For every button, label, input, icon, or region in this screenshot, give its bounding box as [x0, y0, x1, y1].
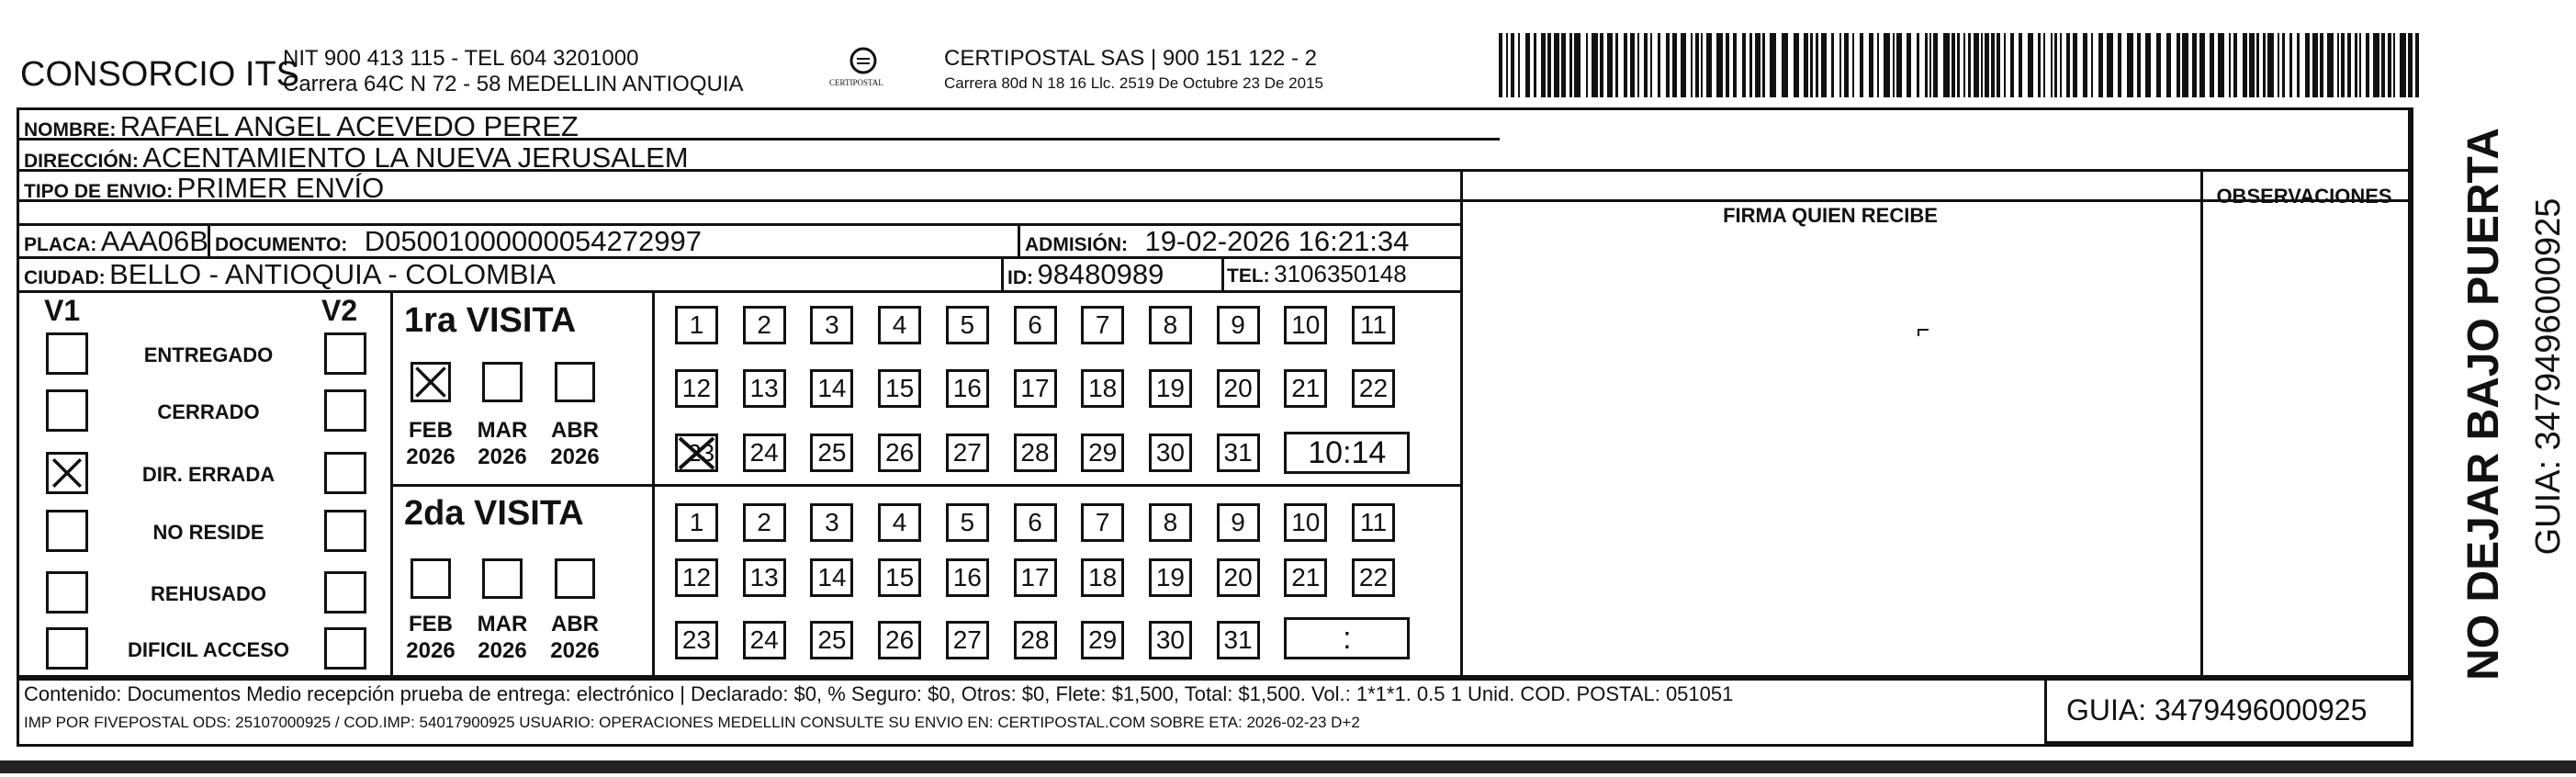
v1-checkbox-4[interactable] [46, 571, 88, 614]
placa-row [24, 227, 208, 255]
month-year: 2026 [406, 444, 456, 469]
v2-checkbox-5[interactable] [324, 627, 366, 670]
documento-value: D05001000000054272997 [364, 225, 702, 257]
first-visit-day-box[interactable]: 2 [743, 306, 786, 344]
first-visit-day-box[interactable]: 24 [743, 434, 786, 472]
first-visit-day-box[interactable]: 10 [1284, 306, 1327, 344]
tel-label: TEL: [1227, 265, 1270, 287]
first-visit-month-box-1[interactable] [482, 362, 523, 402]
first-visit-day-box[interactable]: 1 [675, 306, 718, 344]
second-visit-day-box[interactable]: 9 [1217, 503, 1260, 542]
second-visit-day-box[interactable]: 14 [810, 558, 853, 597]
first-visit-day-box[interactable]: 4 [878, 306, 921, 344]
guia-box-text: GUIA: 3479496000925 [2066, 693, 2368, 726]
first-visit-day-box[interactable]: 28 [1014, 434, 1057, 472]
first-visit-day-box[interactable]: 26 [878, 434, 921, 472]
admision-label: ADMISIÓN: [1025, 234, 1128, 255]
side-big-text: NO DEJAR BAJO PUERTA [2459, 128, 2508, 681]
second-visit-month-label-2 [543, 612, 607, 665]
second-visit-day-box[interactable]: 21 [1284, 558, 1327, 597]
first-visit-month-box-0[interactable] [411, 362, 451, 402]
v2-checkbox-4[interactable] [324, 571, 366, 614]
id-label: ID: [1007, 267, 1033, 288]
direccion-value: ACENTAMIENTO LA NUEVA JERUSALEM [142, 141, 689, 174]
first-visit-day-box[interactable]: 18 [1081, 369, 1124, 408]
certipostal-logo [822, 44, 905, 99]
second-visit-day-box[interactable]: 11 [1352, 503, 1395, 542]
ciudad-value: BELLO - ANTIOQUIA - COLOMBIA [109, 258, 556, 290]
tel-row [1227, 262, 1407, 286]
second-visit-day-box[interactable]: 28 [1014, 621, 1057, 659]
certipostal-line1: CERTIPOSTAL SAS | 900 151 122 - 2 [944, 46, 1317, 71]
v2-label: V2 [321, 294, 358, 327]
v1-label: V1 [44, 294, 81, 327]
placa-value: AAA06B [100, 225, 208, 257]
second-visit-month-box-2[interactable] [555, 558, 595, 599]
second-visit-day-box[interactable]: 16 [946, 558, 989, 597]
first-visit-day-box[interactable]: 17 [1014, 369, 1057, 408]
logo-text: CERTIPOSTAL [829, 78, 883, 87]
second-visit-day-box[interactable]: 1 [675, 503, 718, 542]
second-visit-day-box[interactable]: 31 [1217, 621, 1260, 659]
second-visit-day-box[interactable]: 3 [810, 503, 853, 542]
second-visit-day-box[interactable]: 18 [1081, 558, 1124, 597]
signature-mark [1918, 329, 1929, 336]
second-visit-month-box-0[interactable] [411, 558, 451, 599]
month-year: 2026 [550, 637, 600, 663]
side-guia-text: GUIA: 3479496000925 [2529, 197, 2568, 556]
address-line: Carrera 64C N 72 - 58 MEDELLIN ANTIOQUIA [283, 72, 744, 96]
nombre-row [24, 112, 579, 141]
second-visit-day-box[interactable]: 27 [946, 621, 989, 659]
status-label: CERRADO [157, 400, 260, 423]
nombre-value: RAFAEL ANGEL ACEVEDO PEREZ [119, 110, 579, 142]
status-label: DIFICIL ACCESO [127, 638, 289, 661]
second-visit-time-box[interactable]: : [1284, 617, 1410, 659]
second-visit-day-box[interactable]: 8 [1149, 503, 1192, 542]
admision-value: 19-02-2026 16:21:34 [1144, 225, 1410, 257]
first-visit-day-box[interactable]: 21 [1284, 369, 1327, 408]
month-year: 2026 [406, 637, 456, 663]
second-visit-day-box[interactable]: 19 [1149, 558, 1192, 597]
status-label: REHUSADO [151, 582, 266, 605]
first-visit-time-box[interactable]: 10:14 [1284, 432, 1410, 474]
second-visit-day-box[interactable]: 26 [878, 621, 921, 659]
certipostal-line2: Carrera 80d N 18 16 Llc. 2519 De Octubre 23 De 2015 [944, 74, 1323, 92]
month-name: ABR [551, 418, 599, 443]
first-visit-day-box[interactable]: 14 [810, 369, 853, 408]
first-visit-day-box[interactable]: 25 [810, 434, 853, 472]
first-visit-day-box[interactable]: 5 [946, 306, 989, 344]
scan-edge [0, 760, 2576, 773]
first-visit-month-label-1 [470, 418, 534, 471]
first-visit-day-box[interactable]: 30 [1149, 434, 1192, 472]
tel-value: 3106350148 [1274, 260, 1407, 287]
month-name: MAR [477, 612, 528, 636]
barcode [1499, 33, 2422, 97]
cross-mark-icon [49, 455, 85, 491]
second-visit-day-box[interactable]: 7 [1081, 503, 1124, 542]
status-label: DIR. ERRADA [141, 463, 276, 486]
admision-row [1025, 227, 1409, 255]
first-visit-month-label-0 [399, 418, 463, 471]
first-visit-day-box[interactable]: 7 [1081, 306, 1124, 344]
second-visit-title: 2da VISITA [404, 494, 584, 533]
first-visit-day-box[interactable]: 29 [1081, 434, 1124, 472]
first-visit-month-box-2[interactable] [555, 362, 595, 402]
second-visit-day-box[interactable]: 17 [1014, 558, 1057, 597]
documento-label: DOCUMENTO: [215, 234, 348, 255]
first-visit-day-box[interactable]: 3 [810, 306, 853, 344]
second-visit-day-box[interactable]: 2 [743, 503, 786, 542]
month-year: 2026 [478, 444, 527, 469]
month-name: FEB [409, 612, 453, 636]
second-visit-day-box[interactable]: 5 [946, 503, 989, 542]
cross-mark-icon [675, 434, 718, 472]
month-name: ABR [551, 612, 599, 636]
first-visit-month-label-2 [543, 418, 607, 471]
footer-line2: IMP POR FIVEPOSTAL ODS: 25107000925 / COD.IMP: 54017900925 USUARIO: OPERACIONES MEDELLIN CONSULTE SU ENVIO EN: CERTIPOSTAL.COM SOBRE ETA: 2026-02-23 D+2 [24, 714, 1360, 731]
first-visit-day-box[interactable]: 15 [878, 369, 921, 408]
second-visit-month-label-1 [470, 612, 534, 665]
cross-mark-icon [413, 365, 448, 400]
month-year: 2026 [550, 444, 600, 469]
second-visit-day-box[interactable]: 29 [1081, 621, 1124, 659]
id-value: 98480989 [1037, 258, 1164, 290]
placa-label: PLACA: [24, 234, 97, 255]
second-visit-month-label-0 [399, 612, 463, 665]
first-visit-day-box[interactable]: 6 [1014, 306, 1057, 344]
v2-checkbox-1[interactable] [324, 389, 366, 432]
first-visit-day-box[interactable]: 13 [743, 369, 786, 408]
first-visit-day-box[interactable]: 16 [946, 369, 989, 408]
tipo-value: PRIMER ENVÍO [176, 172, 385, 204]
direccion-label: DIRECCIÓN: [24, 151, 139, 172]
second-visit-day-box[interactable]: 22 [1352, 558, 1395, 597]
first-visit-day-box[interactable]: 20 [1217, 369, 1260, 408]
second-visit-day-box[interactable]: 30 [1149, 621, 1192, 659]
direccion-row [24, 143, 689, 172]
firma-header: FIRMA QUIEN RECIBE [1723, 204, 1938, 227]
second-visit-day-box[interactable]: 24 [743, 621, 786, 659]
tipo-row [24, 174, 384, 202]
second-visit-day-box[interactable]: 23 [675, 621, 718, 659]
second-visit-month-box-1[interactable] [482, 558, 523, 599]
v1-checkbox-0[interactable] [46, 332, 88, 375]
first-visit-day-box[interactable]: 12 [675, 369, 718, 408]
first-visit-day-box[interactable]: 19 [1149, 369, 1192, 408]
status-label: NO RESIDE [152, 521, 264, 544]
documento-row [215, 227, 702, 255]
first-visit-day-box[interactable]: 22 [1352, 369, 1395, 408]
v1-checkbox-1[interactable] [46, 389, 88, 432]
v2-checkbox-3[interactable] [324, 510, 366, 552]
v1-checkbox-3[interactable] [46, 510, 88, 552]
first-visit-day-box[interactable]: 27 [946, 434, 989, 472]
second-visit-day-box[interactable]: 6 [1014, 503, 1057, 542]
first-visit-day-box[interactable]: 8 [1149, 306, 1192, 344]
observaciones-header: OBSERVACIONES [2216, 185, 2392, 208]
second-visit-day-box[interactable]: 25 [810, 621, 853, 659]
first-visit-title: 1ra VISITA [404, 301, 577, 340]
second-visit-day-box[interactable]: 13 [743, 558, 786, 597]
second-visit-day-box[interactable]: 12 [675, 558, 718, 597]
status-label: ENTREGADO [143, 343, 274, 366]
month-name: FEB [409, 418, 453, 443]
first-visit-day-box[interactable]: 9 [1217, 306, 1260, 344]
v2-checkbox-0[interactable] [324, 332, 366, 375]
footer-line1: Contenido: Documentos Medio recepción prueba de entrega: electrónico | Declarado: $0, % Seguro: $0, Otros: $0, Flete: $1,500, Total: $1,500. Vol.: 1*1*1. 0.5 1 Unid. COD. POSTAL: 051051 [24, 682, 1734, 705]
certipostal-logo-icon [822, 44, 905, 99]
second-visit-day-box[interactable]: 4 [878, 503, 921, 542]
month-name: MAR [477, 418, 528, 443]
first-visit-day-box[interactable]: 31 [1217, 434, 1260, 472]
nit-line: NIT 900 413 115 - TEL 604 3201000 [283, 46, 639, 71]
second-visit-day-box[interactable]: 15 [878, 558, 921, 597]
second-visit-day-box[interactable]: 10 [1284, 503, 1327, 542]
month-year: 2026 [478, 637, 527, 663]
nombre-label: NOMBRE: [24, 119, 117, 141]
company-name: CONSORCIO ITS [20, 55, 300, 94]
first-visit-day-box[interactable]: 11 [1352, 306, 1395, 344]
v2-checkbox-2[interactable] [324, 452, 366, 494]
svg-text:23: 23 [688, 439, 714, 467]
v1-checkbox-5[interactable] [46, 627, 88, 670]
ciudad-label: CIUDAD: [24, 267, 106, 288]
tipo-label: TIPO DE ENVIO: [24, 181, 174, 202]
ciudad-row [24, 260, 556, 288]
id-row [1007, 260, 1164, 288]
second-visit-day-box[interactable]: 20 [1217, 558, 1260, 597]
v1-checkbox-2[interactable] [46, 452, 88, 494]
